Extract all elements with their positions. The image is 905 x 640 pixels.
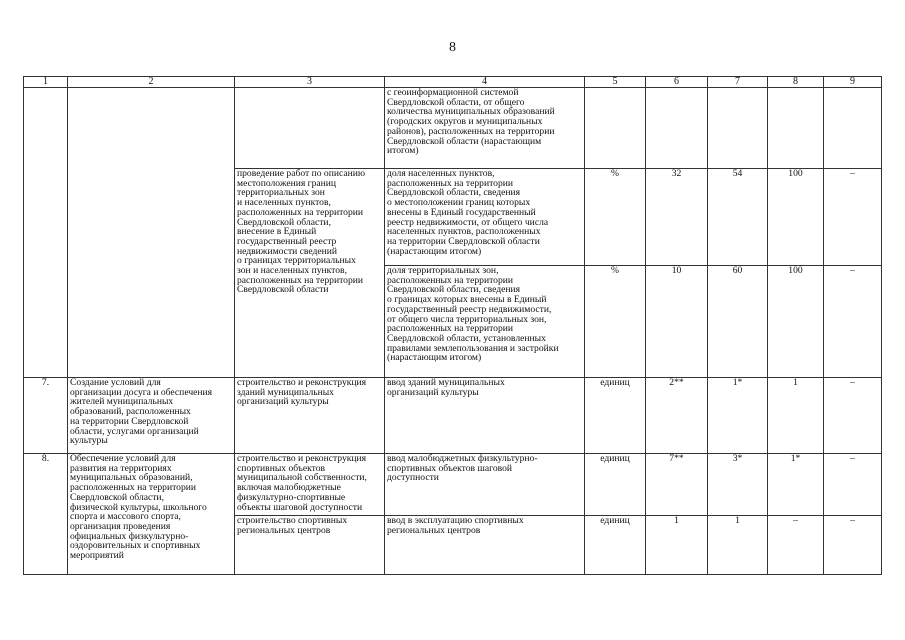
header-cell: 7: [708, 77, 768, 88]
header-cell: 8: [768, 77, 824, 88]
value-cell: 100: [768, 169, 824, 266]
value-cell: –: [768, 516, 824, 575]
value-cell: –: [824, 454, 882, 516]
unit-cell: единиц: [585, 516, 646, 575]
indicator-cell: с геоинформационной системой Свердловской области, от общего количества муниципальных образований (городских округов и муниципальных районов), расположенных на территории Свердловской области (нарастающим итогом): [385, 88, 585, 169]
indicator-cell: ввод малобюджетных физкультурно- спортивных объектов шаговой доступности: [385, 454, 585, 516]
indicator-cell: доля населенных пунктов, расположенных на территории Свердловской области, сведения о местоположении границ которых внесены в Единый государственный реестр недвижимости, от общего числа населенных пунктов, расположенных на территории Свердловской области (нарастающим итогом): [385, 169, 585, 266]
unit-cell: единиц: [585, 378, 646, 454]
unit-cell: единиц: [585, 454, 646, 516]
table-cell: [768, 88, 824, 169]
page-number: 8: [449, 40, 456, 55]
header-cell: 2: [68, 77, 235, 88]
table-cell: [68, 88, 235, 378]
table-row: [24, 378, 882, 454]
value-cell: 54: [708, 169, 768, 266]
table-cell: [708, 88, 768, 169]
table-cell: [824, 88, 882, 169]
header-cell: 9: [824, 77, 882, 88]
value-cell: 32: [646, 169, 708, 266]
measure-cell: строительство спортивных региональных центров: [235, 516, 385, 575]
value-cell: 60: [708, 266, 768, 378]
value-cell: 2**: [646, 378, 708, 454]
table-cell: [585, 88, 646, 169]
value-cell: 100: [768, 266, 824, 378]
value-cell: –: [824, 516, 882, 575]
main-table: [23, 76, 882, 575]
table-row: [24, 454, 882, 516]
unit-cell: %: [585, 169, 646, 266]
table-cell: [24, 88, 68, 378]
header-cell: 3: [235, 77, 385, 88]
section-number: 7.: [24, 378, 68, 454]
measure-cell: строительство и реконструкция зданий муниципальных организаций культуры: [235, 378, 385, 454]
header-row: [24, 77, 882, 88]
indicator-cell: ввод в эксплуатацию спортивных региональных центров: [385, 516, 585, 575]
value-cell: 1: [768, 378, 824, 454]
value-cell: 3*: [708, 454, 768, 516]
value-cell: 7**: [646, 454, 708, 516]
measure-cell: проведение работ по описанию местоположения границ территориальных зон и населенных пунктов, расположенных на территории Свердловской области, внесение в Единый государственный реестр недвижимости сведений о границах территориальных зон и населенных пунктов, расположенных на территории Свердловской области: [235, 169, 385, 378]
value-cell: 1*: [708, 378, 768, 454]
value-cell: –: [824, 378, 882, 454]
unit-cell: %: [585, 266, 646, 378]
value-cell: 1: [708, 516, 768, 575]
indicator-cell: доля территориальных зон, расположенных на территории Свердловской области, сведения о границах которых внесены в Единый государственный реестр недвижимости, от общего числа территориальных зон, расположенных на территории Свердловской области, установленных правилами землепользования и застройки (нарастающим итогом): [385, 266, 585, 378]
measure-cell: строительство и реконструкция спортивных объектов муниципальной собственности, включая малобюджетные физкультурно-спортивные объекты шаговой доступности: [235, 454, 385, 516]
header-cell: 1: [24, 77, 68, 88]
goal-cell: Создание условий для организации досуга и обеспечения жителей муниципальных образований, расположенных на территории Свердловской области, услугами организаций культуры: [68, 378, 235, 454]
header-cell: 4: [385, 77, 585, 88]
value-cell: 1*: [768, 454, 824, 516]
header-cell: 6: [646, 77, 708, 88]
table-cell: [235, 88, 385, 169]
goal-cell: Обеспечение условий для развития на территориях муниципальных образований, расположенных на территории Свердловской области, физической культуры, школьного спорта и массового спорта, организация проведения официальных физкультурно- оздоровительных и спортивных мероприятий: [68, 454, 235, 575]
indicator-cell: ввод зданий муниципальных организаций культуры: [385, 378, 585, 454]
value-cell: –: [824, 169, 882, 266]
value-cell: –: [824, 266, 882, 378]
value-cell: 1: [646, 516, 708, 575]
value-cell: 10: [646, 266, 708, 378]
table-row: [24, 88, 882, 169]
table-cell: [646, 88, 708, 169]
section-number: 8.: [24, 454, 68, 575]
header-cell: 5: [585, 77, 646, 88]
